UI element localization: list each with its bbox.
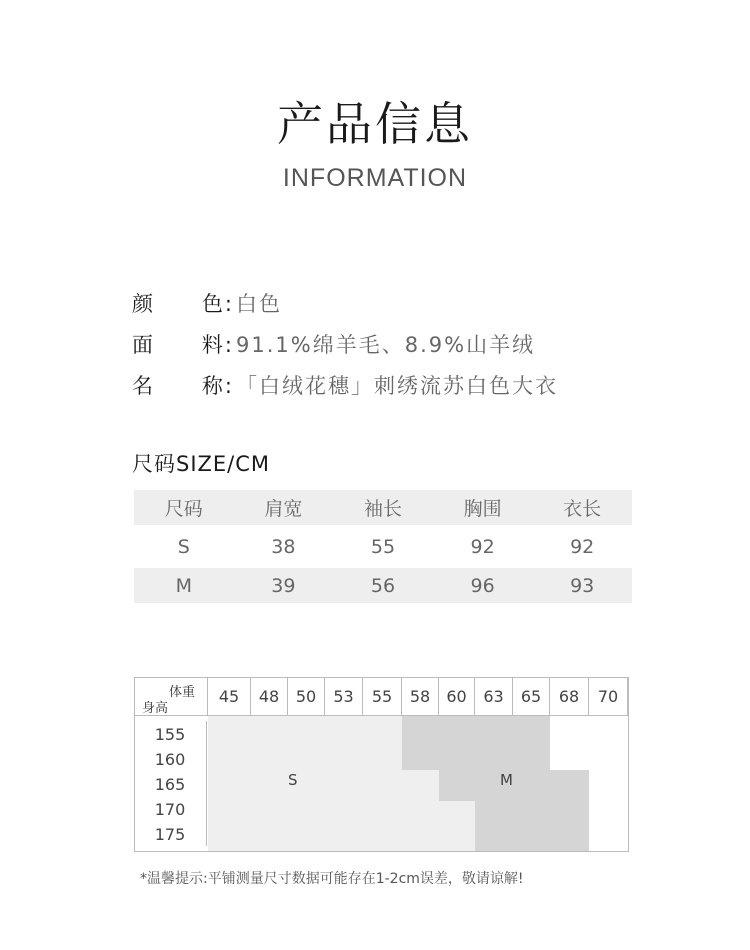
column-header: 衣长 — [563, 498, 602, 520]
table-cell: 38 — [271, 535, 296, 558]
zone-m-area-bottom — [475, 801, 589, 852]
table-row — [134, 568, 632, 603]
table-cell: S — [177, 535, 190, 558]
table-cell: 92 — [570, 535, 595, 558]
weight-header-cell: 55 — [363, 677, 402, 715]
zone-m-label: M — [500, 771, 513, 789]
weight-header-cell: 45 — [208, 677, 251, 715]
table-cell: 93 — [570, 574, 595, 597]
table-cell: 56 — [370, 574, 396, 597]
weight-header-cell: 70 — [589, 677, 628, 715]
page-title: 产品信息 — [277, 97, 473, 151]
info-row-name — [132, 364, 558, 405]
table-cell: M — [175, 574, 192, 597]
column-header: 胸围 — [463, 498, 502, 520]
zone-m-area-top — [402, 716, 550, 770]
table-cell: 92 — [470, 535, 495, 558]
info-value-color: 白色 — [236, 291, 282, 316]
label-char: 面 — [132, 332, 153, 357]
label-char: 称 — [201, 373, 223, 398]
table-cell: 96 — [470, 574, 495, 597]
height-row-label: 160 — [134, 746, 207, 771]
size-table-header — [134, 490, 632, 525]
label-colon: : — [224, 332, 232, 357]
zone-s-label: S — [288, 771, 298, 789]
height-axis-label: 身高 — [142, 701, 169, 716]
weight-header-cell: 65 — [513, 677, 550, 715]
product-info-list — [132, 282, 558, 405]
info-label — [132, 329, 236, 359]
size-heading: 尺码SIZE/CM — [132, 452, 271, 476]
weight-header-cell: 58 — [402, 677, 439, 715]
weight-header-cell: 50 — [288, 677, 325, 715]
label-colon: : — [224, 373, 232, 398]
zone-m-area-mid — [439, 770, 589, 801]
label-char: 色 — [201, 291, 223, 316]
weight-header-cell: 48 — [251, 677, 288, 715]
info-row-material — [132, 323, 558, 364]
table-cell: 39 — [271, 574, 296, 597]
size-table — [134, 490, 632, 603]
zone-blank-top-right — [550, 716, 628, 770]
label-char: 颜 — [132, 291, 153, 316]
corner-cell — [134, 677, 208, 715]
weight-header-cell: 68 — [550, 677, 589, 715]
zone-blank-right — [589, 770, 628, 851]
table-cell: 55 — [370, 535, 396, 558]
weight-header-cell: 63 — [475, 677, 513, 715]
zone-s-area — [208, 716, 402, 852]
info-label — [132, 288, 236, 318]
info-label — [132, 370, 236, 400]
column-header: 袖长 — [363, 498, 402, 520]
label-char: 料 — [201, 332, 223, 357]
weight-header-cell: 53 — [325, 677, 363, 715]
label-char: 名 — [132, 373, 153, 398]
label-colon: : — [224, 291, 232, 316]
fit-chart — [134, 677, 629, 852]
height-row-label: 170 — [134, 796, 207, 821]
height-row-label: 165 — [134, 771, 207, 796]
info-value-name: 「白绒花穗」刺绣流苏白色大衣 — [236, 373, 558, 398]
page-subtitle: INFORMATION — [282, 164, 468, 192]
info-row-color — [132, 282, 558, 323]
column-header: 尺码 — [164, 498, 203, 520]
height-row-label: 175 — [134, 821, 207, 846]
info-value-material: 91.1%绵羊毛、8.9%山羊绒 — [236, 332, 536, 357]
weight-header-cell: 60 — [439, 677, 475, 715]
weight-axis-label: 体重 — [168, 685, 195, 700]
measurement-note: *温馨提示:平铺测量尺寸数据可能存在1-2cm误差，敬请谅解! — [140, 871, 524, 887]
zone-s-area-lower — [402, 770, 439, 852]
column-header: 肩宽 — [264, 498, 303, 520]
table-row — [134, 525, 632, 568]
height-row-label: 155 — [134, 721, 207, 746]
